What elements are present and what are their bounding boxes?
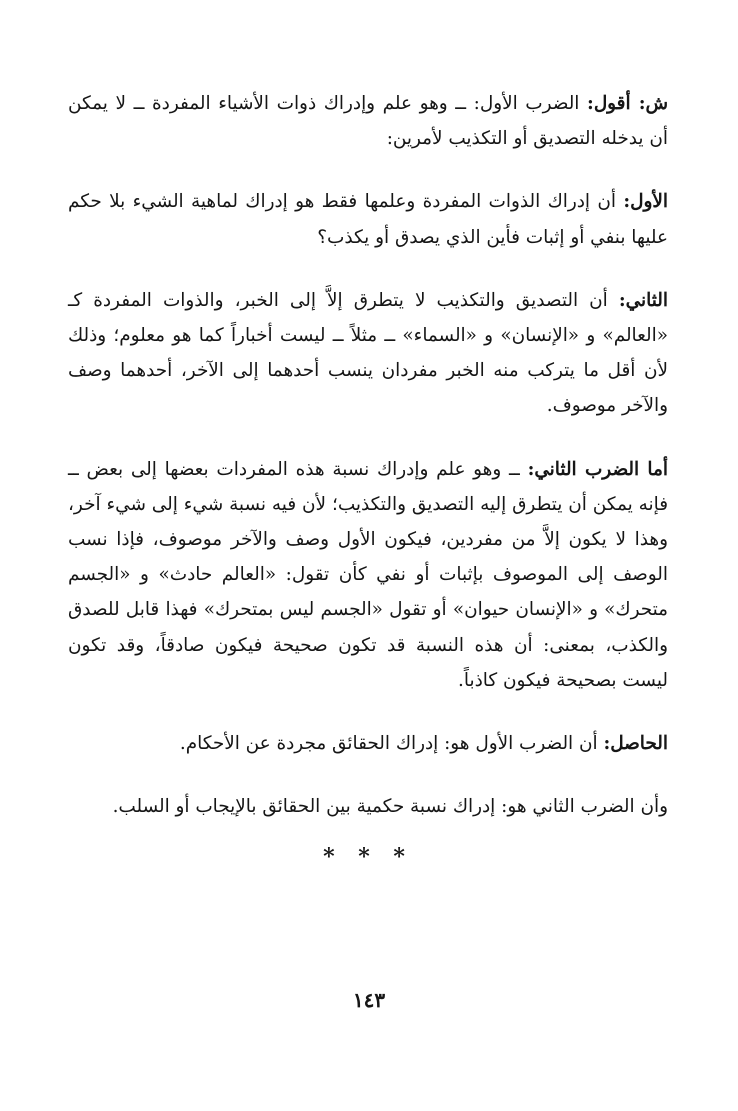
page-number: ١٤٣ <box>352 988 386 1012</box>
paragraph-lead: أما الضرب الثاني: <box>527 458 668 480</box>
paragraph-conclusion <box>68 789 668 824</box>
paragraph-text: أن الضرب الأول هو: إدراك الحقائق مجردة عن الأحكام. <box>179 733 604 755</box>
paragraph-second-reason <box>68 283 668 424</box>
paragraph-first-reason <box>68 184 668 254</box>
paragraph-lead: الأول: <box>623 191 668 213</box>
paragraph-summary <box>68 726 668 761</box>
paragraph-lead: الحاصل: <box>603 733 668 755</box>
paragraph-text: ــ وهو علم وإدراك نسبة هذه المفردات بعضها إلى بعض ــ فإنه يمكن أن يتطرق إليه التصديق والتكذيب؛ لأن فيه نسبة شيء إلى شيء آخر، وهذا لا يكون إلاَّ من مفردين، فيكون الأول وصف والآخر موصوف، فإذا نسب الوصف إلى الموصوف بإثبات أو نفي كأن تقول: «العالم حادث» و «الجسم متحرك» و «الإنسان حيوان» أو تقول «الجسم ليس بمتحرك» فهذا قابل للصدق والكذب، بمعنى: أن هذه النسبة قد تكون صحيحة فيكون صادقاً، وقد تكون ليست بصحيحة فيكون كاذباً. <box>68 458 668 691</box>
paragraph-commentary-intro <box>68 86 668 156</box>
paragraph-lead: الثاني: <box>618 289 668 311</box>
section-separator: * * * <box>323 844 413 871</box>
paragraph-text: الضرب الأول: ــ وهو علم وإدراك ذوات الأشياء المفردة ــ لا يمكن أن يدخله التصديق أو التكذيب لأمرين: <box>68 93 668 150</box>
paragraph-text: أن إدراك الذوات المفردة وعلمها فقط هو إدراك لماهية الشيء بلا حكم عليها بنفي أو إثبات فأين الذي يصدق أو يكذب؟ <box>68 191 668 248</box>
paragraph-text: أن التصديق والتكذيب لا يتطرق إلاَّ إلى الخبر، والذوات المفردة كـ «العالم» و «الإنسان» و «السماء» ــ مثلاً ــ ليست أخباراً كما هو معلوم؛ وذلك لأن أقل ما يتركب منه الخبر مفردان ينسب أحدهما إلى الآخر، أحدهما وصف والآخر موصوف. <box>68 289 668 417</box>
paragraph-second-kind <box>68 452 668 698</box>
paragraph-text: وأن الضرب الثاني هو: إدراك نسبة حكمية بين الحقائق بالإيجاب أو السلب. <box>112 796 668 818</box>
paragraph-lead: ش: أقول: <box>587 93 668 114</box>
